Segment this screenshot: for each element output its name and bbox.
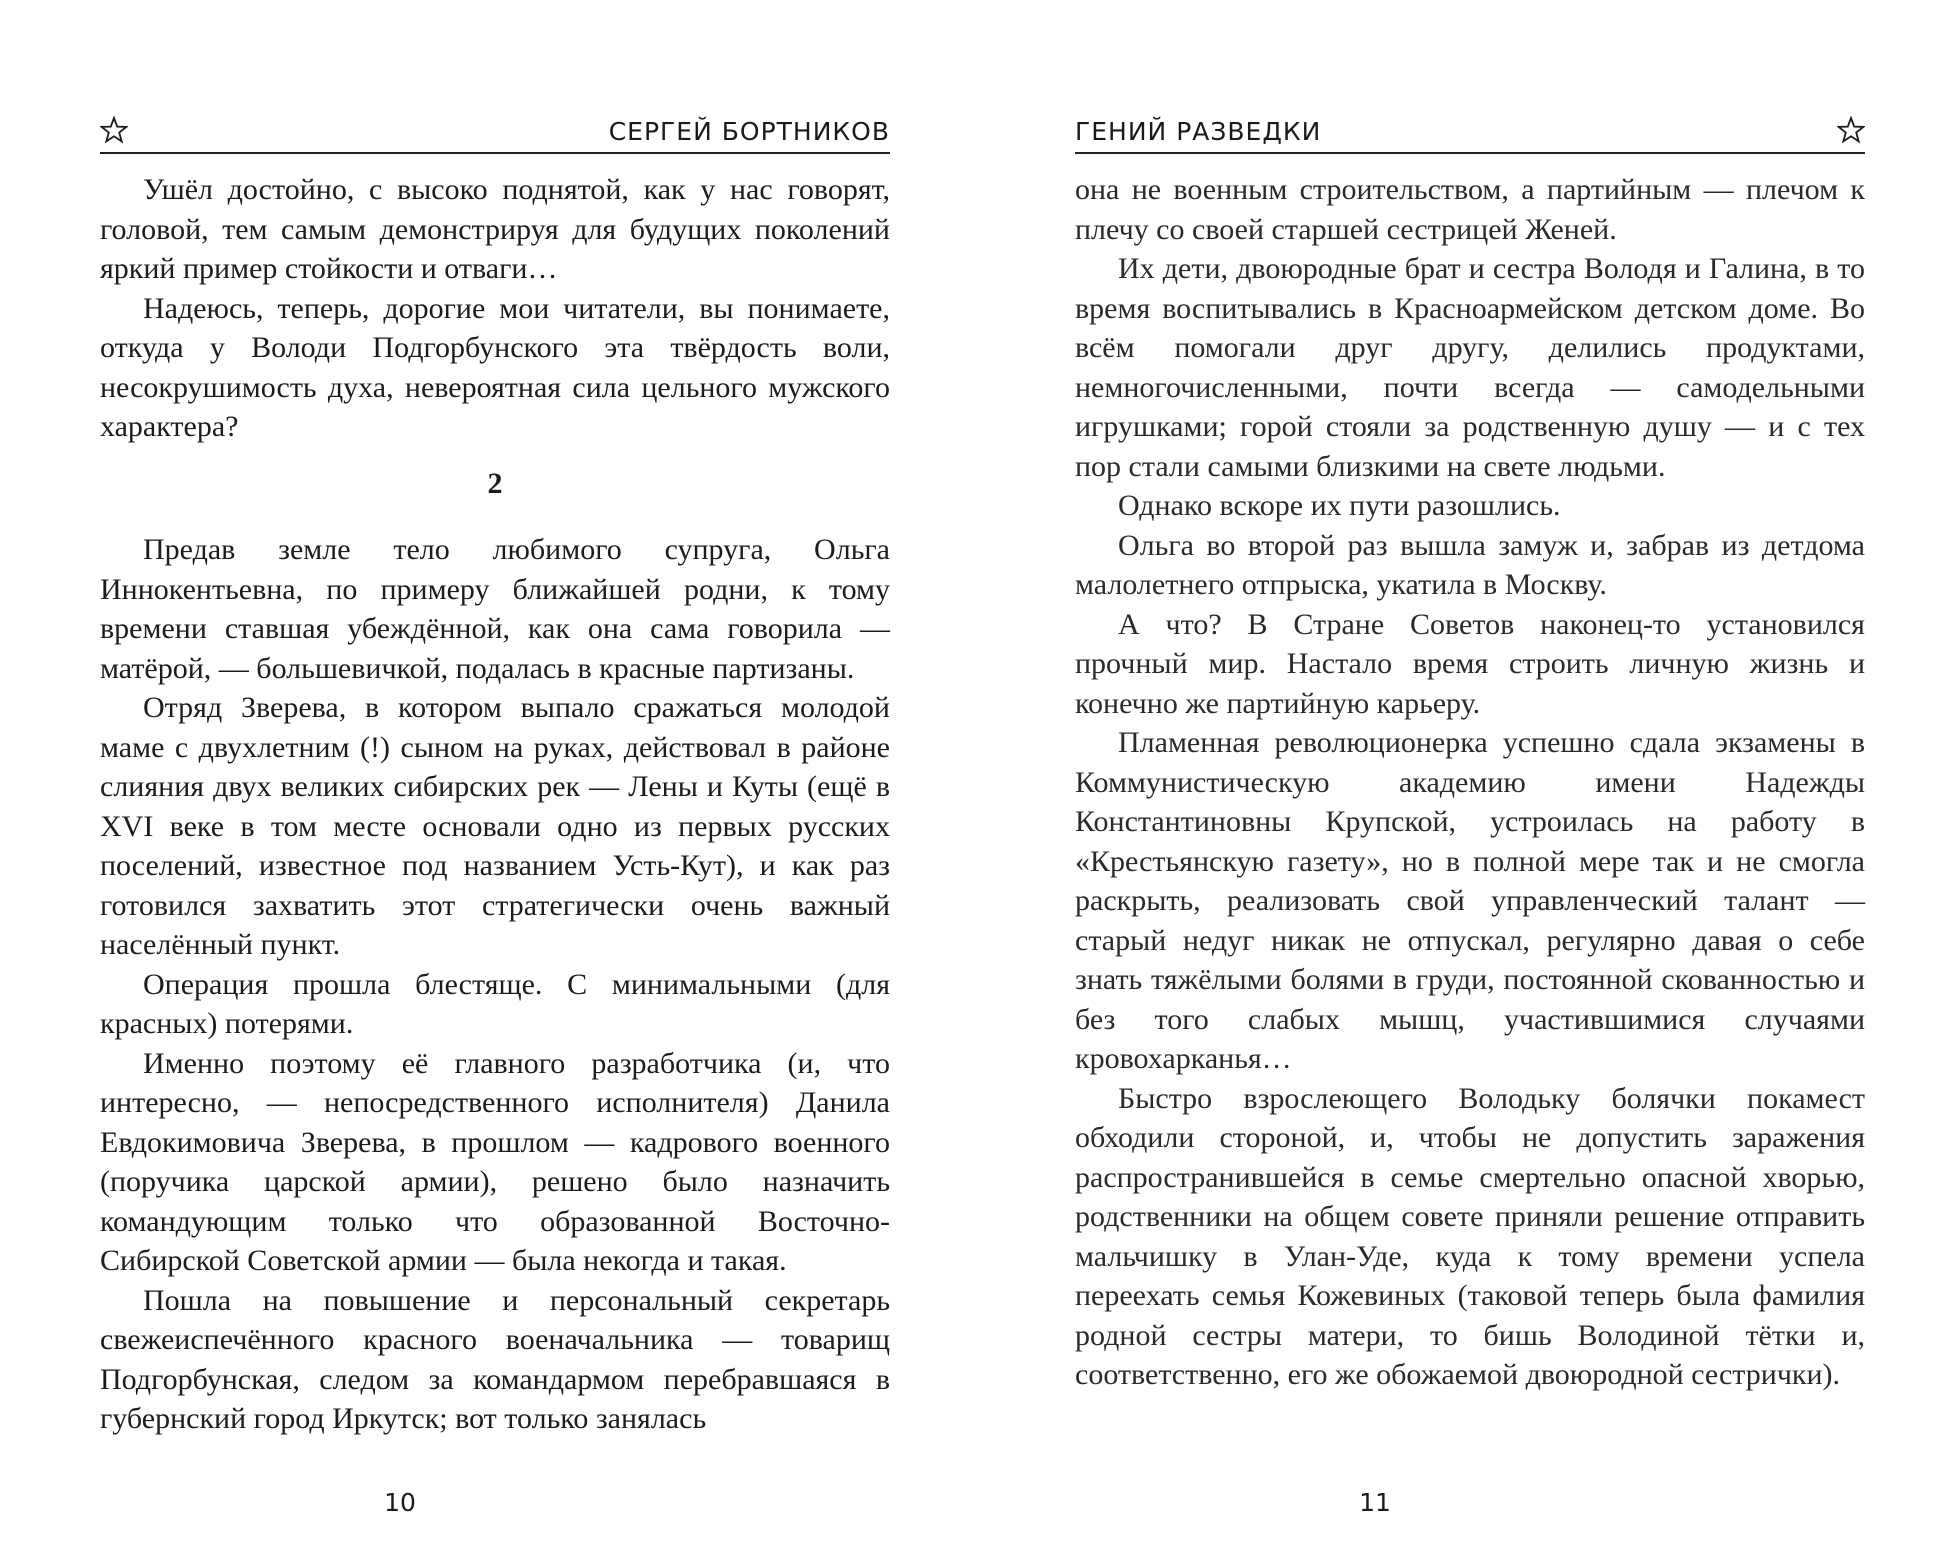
- page-number: 11: [1359, 1488, 1391, 1517]
- left-page: [100, 0, 890, 1544]
- page-number: 10: [384, 1488, 416, 1517]
- paragraph: Ушёл достойно, с высоко поднятой, как у нас говорят, головой, тем самым демонстрируя для будущих поколений яркий пример стойкости и отваги…: [100, 173, 890, 285]
- paragraph: Отряд Зверева, в котором выпало сражаться молодой маме с двухлетним (!) сыном на руках, действовал в районе слияния двух великих сибирских рек — Лены и Куты (ещё в XVI веке в том месте основали одно из первых русских поселений, известное под названием Усть-Кут), и как раз готовился захватить этот стратегически очень важный населённый пункт.: [100, 691, 890, 961]
- chapter-number: 2: [487, 466, 503, 500]
- body-text: [100, 170, 890, 1439]
- paragraph: Пошла на повышение и персональный секретарь свежеиспечённого красного военачальника — товарищ Подгорбунская, следом за командармом перебравшаяся в губернский город Иркутск; вот только занялась: [100, 1283, 890, 1435]
- paragraph: Их дети, двоюродные брат и сестра Володя и Галина, в то время воспитывались в Красноармейском детском доме. Во всём помогали друг другу, делились продуктами, немногочисленными, почти всегда — самодельными игрушками; горой стояли за родственную душу — и с тех пор стали самыми близкими на свете людьми.: [1075, 252, 1865, 483]
- paragraph: А что? В Стране Советов наконец-то установился прочный мир. Настало время строить личную жизнь и конечно же партийную карьеру.: [1075, 607, 1865, 720]
- paragraph: Операция прошла блестяще. С минимальными (для красных) потерями.: [100, 967, 890, 1040]
- paragraph: Однако вскоре их пути разошлись.: [1118, 489, 1561, 522]
- paragraph: Надеюсь, теперь, дорогие мои читатели, вы понимаете, откуда у Володи Подгорбунского эта твёрдость воли, несокрушимость духа, невероятная сила цельного мужского характера?: [100, 291, 890, 443]
- running-header: [100, 110, 890, 154]
- paragraph: Именно поэтому её главного разработчика (и, что интересно, — непосредственного исполнителя) Данила Евдокимовича Зверева, в прошлом — кадрового военного (поручика царской армии), решено было назначить командующим только что образованной Восточно-Сибирской Советской армии — была некогда и такая.: [100, 1046, 890, 1277]
- paragraph-continuation: она не военным строительством, а партийным — плечом к плечу со своей старшей сестрицей Женей.: [1075, 173, 1865, 246]
- book-title: ГЕНИЙ РАЗВЕДКИ: [1075, 117, 1322, 146]
- paragraph: Предав земле тело любимого супруга, Ольга Иннокентьевна, по примеру ближайшей родни, к тому времени ставшая убеждённой, как она сама говорила — матёрой, — большевичкой, подалась в красные партизаны.: [100, 533, 890, 685]
- paragraph: Быстро взрослеющего Володьку болячки покамест обходили стороной, и, чтобы не допустить заражения распространившейся в семье смертельно опасной хворью, родственники на общем совете приняли решение отправить мальчишку в Улан-Уде, куда к тому времени успела переехать семья Кожевиных (таковой теперь была фамилия родной сестры матери, то бишь Володиной тётки и, соответственно, его же обожаемой двоюродной сестрички).: [1075, 1081, 1865, 1391]
- body-text: [1075, 170, 1865, 1395]
- paragraph: Пламенная революционерка успешно сдала экзамены в Коммунистическую академию имени Надежды Константиновны Крупской, устроилась на работу в «Крестьянскую газету», но в полной мере так и не смогла раскрыть, реализовать свой управленческий талант — старый недуг никак не отпускал, регулярно давая о себе знать тяжёлыми болями в груди, постоянной скованностью и без того слабых мышц, участившимися случаями кровохарканья…: [1075, 726, 1865, 1075]
- right-page: [1075, 0, 1865, 1544]
- star-outline-icon: [1837, 116, 1865, 144]
- paragraph: Ольга во второй раз вышла замуж и, забрав из детдома малолетнего отпрыска, укатила в Москву.: [1075, 528, 1865, 601]
- author-name: СЕРГЕЙ БОРТНИКОВ: [608, 117, 890, 146]
- star-outline-icon: [100, 116, 128, 144]
- running-header: [1075, 110, 1865, 154]
